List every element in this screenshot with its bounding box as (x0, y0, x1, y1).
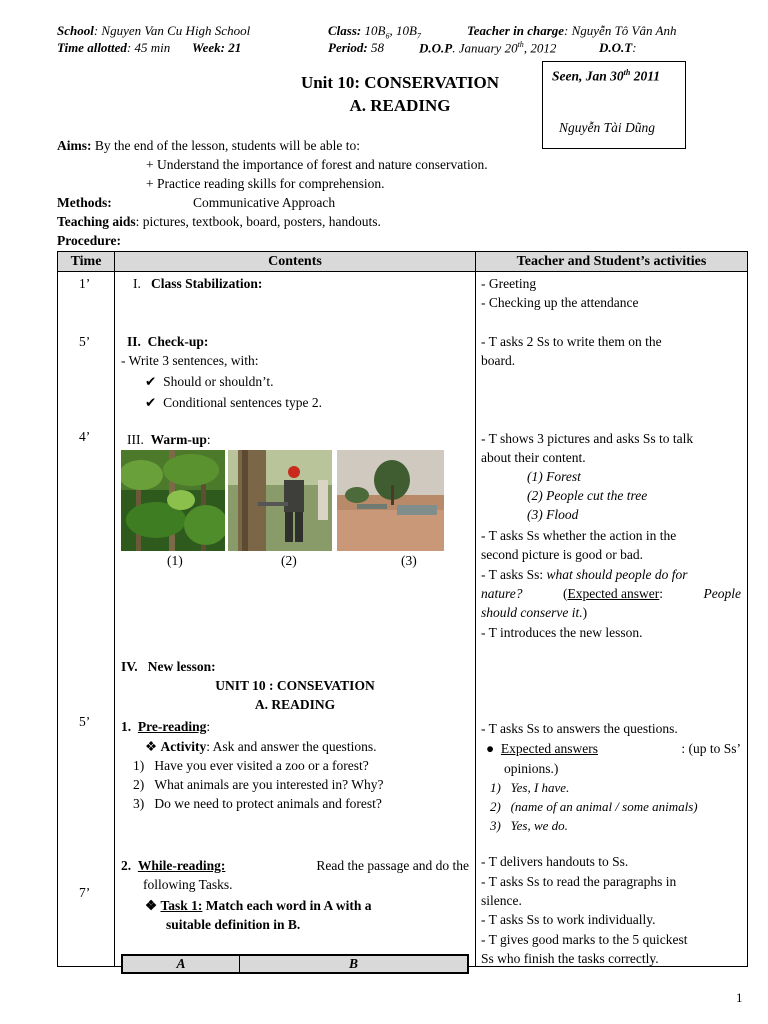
answer-item: 1) Yes, I have. (490, 780, 570, 795)
new-lesson-unit-subtitle: A. READING (254, 697, 336, 712)
activity-line: - T introduces the new lesson. (481, 625, 643, 640)
contents-column (115, 272, 476, 971)
forest-picture (121, 450, 225, 551)
aims-line: Aims: By the end of the lesson, students will be able to: (57, 138, 360, 153)
picture-description: (2) People cut the tree (527, 488, 648, 503)
seen-signer: Nguyễn Tài Dũng (559, 120, 655, 135)
question-item: 3) Do we need to protect animals and forest? (133, 796, 382, 811)
activity-line: ● Expected answers : (up to Ss’ (486, 741, 741, 756)
picture-label: (1) (167, 553, 183, 568)
period-info: Period: 58 (328, 40, 384, 55)
section-class-stabilization: I. Class Stabilization: (133, 276, 263, 291)
activity-line: should conserve it.) (481, 605, 588, 620)
picture-label: (2) (281, 553, 297, 568)
procedure-label: Procedure: (57, 233, 121, 248)
activity-line: second picture is good or bad. (481, 547, 643, 562)
check-up-instruction: - Write 3 sentences, with: (121, 353, 259, 368)
activity-line: - T asks Ss to work individually. (481, 912, 656, 927)
column-b-header: B (348, 956, 358, 971)
activity-line: nature? (Expected answer: People (481, 586, 741, 601)
header-time: Time (58, 252, 115, 272)
task-1-title-cont: suitable definition in B. (166, 917, 301, 932)
activities-column (476, 272, 748, 967)
header-contents: Contents (115, 252, 476, 272)
activity-line: - T gives good marks to the 5 quickest (481, 932, 688, 947)
diamond-bullet-icon: ❖ (145, 898, 158, 913)
seen-date: Seen, Jan 30th 2011 (552, 68, 660, 84)
activity-line: board. (481, 353, 516, 368)
activity-line: - T asks Ss to answers the questions. (481, 721, 678, 736)
section-pre-reading: 1. Pre-reading: (121, 719, 211, 734)
flood-picture (337, 450, 444, 551)
class-info: Class: $10B_6$, $10B_7$ (328, 23, 421, 41)
teacher-value: : Nguyễn Tô Vân Anh (564, 23, 677, 38)
time-value: 5’ (79, 714, 91, 729)
dop-info: D.O.P. January 20th, 2012 (419, 40, 557, 56)
activity-line: about their content. (481, 450, 586, 465)
activity-line: - T asks Ss whether the action in the (481, 528, 677, 543)
teaching-aids: Teaching aids: pictures, textbook, board, posters, handouts. (57, 214, 381, 229)
task-1-title: ❖ Task 1: Match each word in A with a (145, 898, 372, 913)
picture-description: (1) Forest (527, 469, 581, 484)
school-info (57, 23, 250, 39)
procedure-table (57, 251, 748, 971)
time-value: 7’ (79, 885, 91, 900)
seen-approval-box (542, 61, 686, 149)
header-activities: Teacher and Student’s activities (476, 252, 748, 272)
week-label: Week: 21 (192, 40, 242, 55)
picture-description: (3) Flood (527, 507, 579, 522)
dot-info: D.O.T: (599, 40, 637, 55)
time-value: 1’ (79, 276, 91, 291)
check-icon: ✔ (145, 374, 157, 389)
school-value: : Nguyen Van Cu High School (93, 23, 251, 38)
activity-line: - T asks Ss: what should people do for (481, 567, 688, 582)
check-icon: ✔ (145, 395, 157, 410)
diamond-bullet-icon: ❖ (145, 739, 158, 754)
teacher-label: Teacher in charge (467, 23, 565, 38)
section-check-up: II. Check-up: (127, 334, 209, 349)
tree-cutting-picture (228, 450, 332, 551)
pre-reading-activity: ❖ Activity: Ask and answer the questions. (145, 739, 377, 754)
unit-title: Unit 10: CONSERVATION (300, 73, 500, 92)
teacher-info (467, 23, 676, 39)
activity-line: - T delivers handouts to Ss. (481, 854, 629, 869)
answer-item: 3) Yes, we do. (490, 818, 568, 833)
section-while-reading: 2. While-reading: Read the passage and do the (121, 858, 469, 873)
page-number: 1 (736, 990, 743, 1005)
activity-line: - T asks Ss to read the paragraphs in (481, 874, 677, 889)
time-value: 5’ (79, 334, 91, 349)
aim-item: + Practice reading skills for comprehension. (146, 176, 385, 191)
activity-line: - T shows 3 pictures and asks Ss to talk (481, 431, 694, 446)
question-item: 1) Have you ever visited a zoo or a forest? (133, 758, 369, 773)
methods-label: Methods: (57, 195, 112, 210)
activity-line: - T asks 2 Ss to write them on the (481, 334, 662, 349)
time-value: 4’ (79, 429, 91, 444)
methods-value: Communicative Approach (193, 195, 336, 210)
activity-line: - Checking up the attendance (481, 295, 639, 310)
activity-line: - Greeting (481, 276, 537, 291)
activity-line: opinions.) (504, 761, 559, 776)
section-new-lesson: IV. New lesson: (121, 659, 216, 674)
new-lesson-unit-title: UNIT 10 : CONSEVATION (215, 678, 375, 693)
time-column (58, 272, 115, 967)
aim-item: + Understand the importance of forest and nature conservation. (146, 157, 488, 172)
check-up-item: ✔ Should or shouldn’t. (145, 374, 274, 389)
question-item: 2) What animals are you interested in? Why? (133, 777, 384, 792)
section-warm-up: III. Warm-up: (127, 432, 211, 447)
bullet-icon: ● (486, 741, 495, 756)
matching-table-header (121, 954, 469, 974)
picture-label: (3) (401, 553, 417, 568)
school-label: School (57, 23, 94, 38)
activity-line: silence. (481, 893, 522, 908)
activity-line: Ss who finish the tasks correctly. (481, 951, 659, 966)
while-reading-text: following Tasks. (143, 877, 233, 892)
class-label: Class: (328, 23, 362, 38)
answer-item: 2) (name of an animal / some animals) (490, 799, 698, 814)
check-up-item: ✔ Conditional sentences type 2. (145, 395, 323, 410)
unit-subtitle: A. READING (349, 96, 451, 115)
column-a-header: A (123, 956, 240, 972)
time-allotted: Time allotted: 45 min (57, 40, 171, 55)
